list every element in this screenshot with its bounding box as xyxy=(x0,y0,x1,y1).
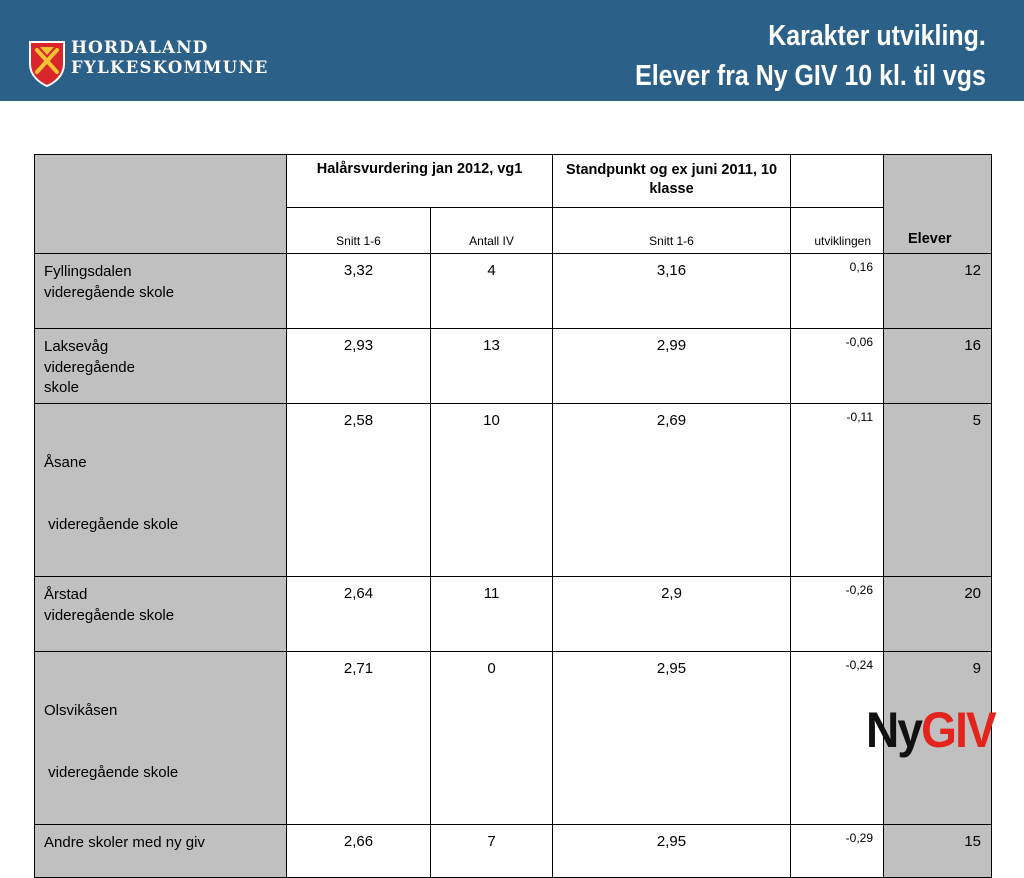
elever-cell: 20 xyxy=(884,577,992,652)
antall-iv-cell: 13 xyxy=(431,329,553,404)
slide-header xyxy=(0,0,1024,101)
snitt-vg1-cell: 2,64 xyxy=(287,577,431,652)
subheader-antall-iv: Antall IV xyxy=(431,208,553,254)
table-row xyxy=(35,404,992,577)
utvikling-cell: -0,06 xyxy=(791,329,884,404)
school-line: Fyllingsdalen xyxy=(44,263,132,280)
title-line-2: Elever fra Ny GIV 10 kl. til vgs xyxy=(635,60,986,92)
school-line: Laksevåg xyxy=(44,338,109,355)
grade-table xyxy=(34,154,992,878)
snitt-10-cell: 2,69 xyxy=(553,404,791,577)
school-line: videregående skole xyxy=(44,515,179,533)
school-name xyxy=(35,825,287,878)
table-row xyxy=(35,652,992,825)
school-line: skole xyxy=(44,379,80,396)
elever-cell: 12 xyxy=(884,254,992,329)
subheader-snitt-10: Snitt 1-6 xyxy=(553,208,791,254)
header-empty-cell xyxy=(35,155,287,254)
logo-line-1: HORDALAND xyxy=(71,38,209,58)
utvikling-cell: -0,29 xyxy=(791,825,884,878)
snitt-10-cell: 2,9 xyxy=(553,577,791,652)
antall-iv-cell: 10 xyxy=(431,404,553,577)
school-name xyxy=(35,652,287,825)
logo-text xyxy=(71,39,269,77)
antall-iv-cell: 7 xyxy=(431,825,553,878)
snitt-vg1-cell: 2,58 xyxy=(287,404,431,577)
utvikling-cell: 0,16 xyxy=(791,254,884,329)
school-name xyxy=(35,329,287,404)
table-row xyxy=(35,254,992,329)
snitt-vg1-cell: 2,93 xyxy=(287,329,431,404)
antall-iv-cell: 4 xyxy=(431,254,553,329)
subheader-utviklingen: utviklingen xyxy=(791,208,884,254)
nygiv-logo xyxy=(866,700,995,760)
slide-title xyxy=(635,16,986,96)
school-line: videregående skole xyxy=(44,763,179,781)
snitt-10-cell: 2,99 xyxy=(553,329,791,404)
school-line: videregående skole xyxy=(44,606,175,624)
antall-iv-cell: 0 xyxy=(431,652,553,825)
school-line: Andre skoler med ny giv xyxy=(44,834,205,851)
elever-cell: 9 xyxy=(884,652,992,825)
table-row xyxy=(35,825,992,878)
header-halarsvurdering: Halårsvurdering jan 2012, vg1 xyxy=(287,155,553,208)
utvikling-cell: -0,24 xyxy=(791,652,884,825)
snitt-10-cell: 2,95 xyxy=(553,652,791,825)
table-header-row xyxy=(35,155,992,208)
elever-cell: 16 xyxy=(884,329,992,404)
school-line: Olsvikåsen xyxy=(44,702,118,719)
school-line: Åsane xyxy=(44,454,87,471)
elever-cell: 15 xyxy=(884,825,992,878)
subheader-snitt-vg1: Snitt 1-6 xyxy=(287,208,431,254)
snitt-10-cell: 2,95 xyxy=(553,825,791,878)
nygiv-logo-ny: Ny xyxy=(866,702,922,758)
logo-line-2: FYLKESKOMMUNE xyxy=(71,58,269,77)
school-name xyxy=(35,254,287,329)
header-elever: Elever xyxy=(884,155,992,254)
school-line: Årstad xyxy=(44,586,88,603)
utvikling-cell: -0,26 xyxy=(791,577,884,652)
snitt-10-cell: 3,16 xyxy=(553,254,791,329)
header-blank-cell xyxy=(791,155,884,208)
table-row xyxy=(35,329,992,404)
antall-iv-cell: 11 xyxy=(431,577,553,652)
utvikling-cell: -0,11 xyxy=(791,404,884,577)
title-line-1: Karakter utvikling. xyxy=(768,20,986,52)
school-name xyxy=(35,577,287,652)
school-line: videregående xyxy=(44,358,135,376)
header-standpunkt: Standpunkt og ex juni 2011, 10 klasse xyxy=(553,155,791,208)
table-row xyxy=(35,577,992,652)
elever-cell: 5 xyxy=(884,404,992,577)
nygiv-logo-giv: GIV xyxy=(921,702,995,758)
snitt-vg1-cell: 2,71 xyxy=(287,652,431,825)
snitt-vg1-cell: 3,32 xyxy=(287,254,431,329)
school-name xyxy=(35,404,287,577)
snitt-vg1-cell: 2,66 xyxy=(287,825,431,878)
school-line: videregående skole xyxy=(44,283,175,301)
